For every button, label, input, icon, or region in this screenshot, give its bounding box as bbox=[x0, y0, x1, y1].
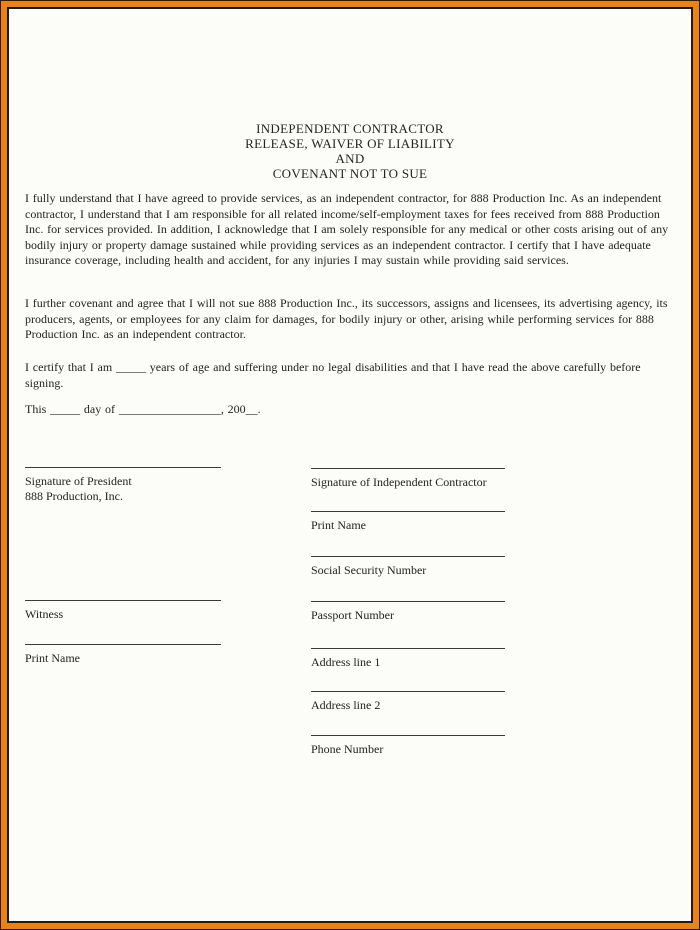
signature-line bbox=[25, 467, 221, 468]
signature-line bbox=[311, 556, 505, 557]
signature-label: Address line 1 bbox=[311, 655, 381, 669]
signature-sublabel: 888 Production, Inc. bbox=[25, 488, 123, 503]
paragraph-covenant-not-to-sue: I further covenant and agree that I will not sue 888 Production Inc., its successors, assigns and licensees, its advertising agency, its producers, agents, or employees for any claim for damages, for bodily injury or other, arising while performing services for 888 Production Inc. as an independent contractor. bbox=[25, 296, 668, 342]
signature-block-president bbox=[25, 467, 221, 503]
paragraph-services-agreement: I fully understand that I have agreed to provide services, as an independent contractor, for 888 Production Inc. As an independent contractor, I understand that I am responsible for all related income/self-employment taxes for fees received from 888 Production Inc. for services provided. In addition, I acknowledge that I am solely responsible for any medical or other costs arising out of any bodily injury or property damage sustained while providing services as an independent contractor. I certify that I have adequate insurance coverage, including health and accident, for any injuries I may sustain while providing said services. bbox=[25, 191, 669, 268]
signature-label: Print Name bbox=[25, 651, 80, 665]
title-line-4: COVENANT NOT TO SUE bbox=[272, 166, 428, 181]
signature-line bbox=[311, 601, 505, 602]
signature-label: Witness bbox=[25, 607, 64, 621]
signature-line bbox=[25, 600, 221, 601]
signature-line bbox=[311, 511, 505, 512]
signature-line bbox=[25, 644, 221, 645]
signature-block-contractor bbox=[311, 468, 505, 490]
signature-block-witness bbox=[25, 600, 221, 622]
signature-line bbox=[311, 468, 505, 469]
document-title bbox=[9, 121, 691, 181]
signature-label: Address line 2 bbox=[311, 698, 381, 712]
signature-block-contractor-print-name bbox=[311, 511, 505, 533]
signature-line bbox=[311, 691, 505, 692]
title-line-3: AND bbox=[335, 151, 365, 166]
signature-label: Print Name bbox=[311, 518, 366, 532]
title-line-2: RELEASE, WAIVER OF LIABILITY bbox=[245, 136, 455, 151]
signature-block-address-1 bbox=[311, 648, 505, 670]
signature-block-passport bbox=[311, 601, 505, 623]
signature-block-address-2 bbox=[311, 691, 505, 713]
signature-line bbox=[311, 735, 505, 736]
paragraph-age-certification: I certify that I am _____ years of age and suffering under no legal disabilities and that I have read the above carefully before signing. bbox=[25, 360, 641, 390]
signature-label: Passport Number bbox=[311, 608, 394, 622]
title-line-1: INDEPENDENT CONTRACTOR bbox=[256, 121, 444, 136]
date-line: This _____ day of _________________, 200__. bbox=[25, 402, 261, 416]
signature-label: Signature of President bbox=[25, 474, 132, 488]
signature-label: Phone Number bbox=[311, 742, 384, 756]
signature-block-phone bbox=[311, 735, 505, 757]
signature-block-ssn bbox=[311, 556, 505, 578]
signature-line bbox=[311, 648, 505, 649]
signature-label: Signature of Independent Contractor bbox=[311, 475, 487, 489]
signature-block-witness-print-name bbox=[25, 644, 221, 666]
document-page bbox=[7, 7, 693, 923]
signature-label: Social Security Number bbox=[311, 563, 427, 577]
